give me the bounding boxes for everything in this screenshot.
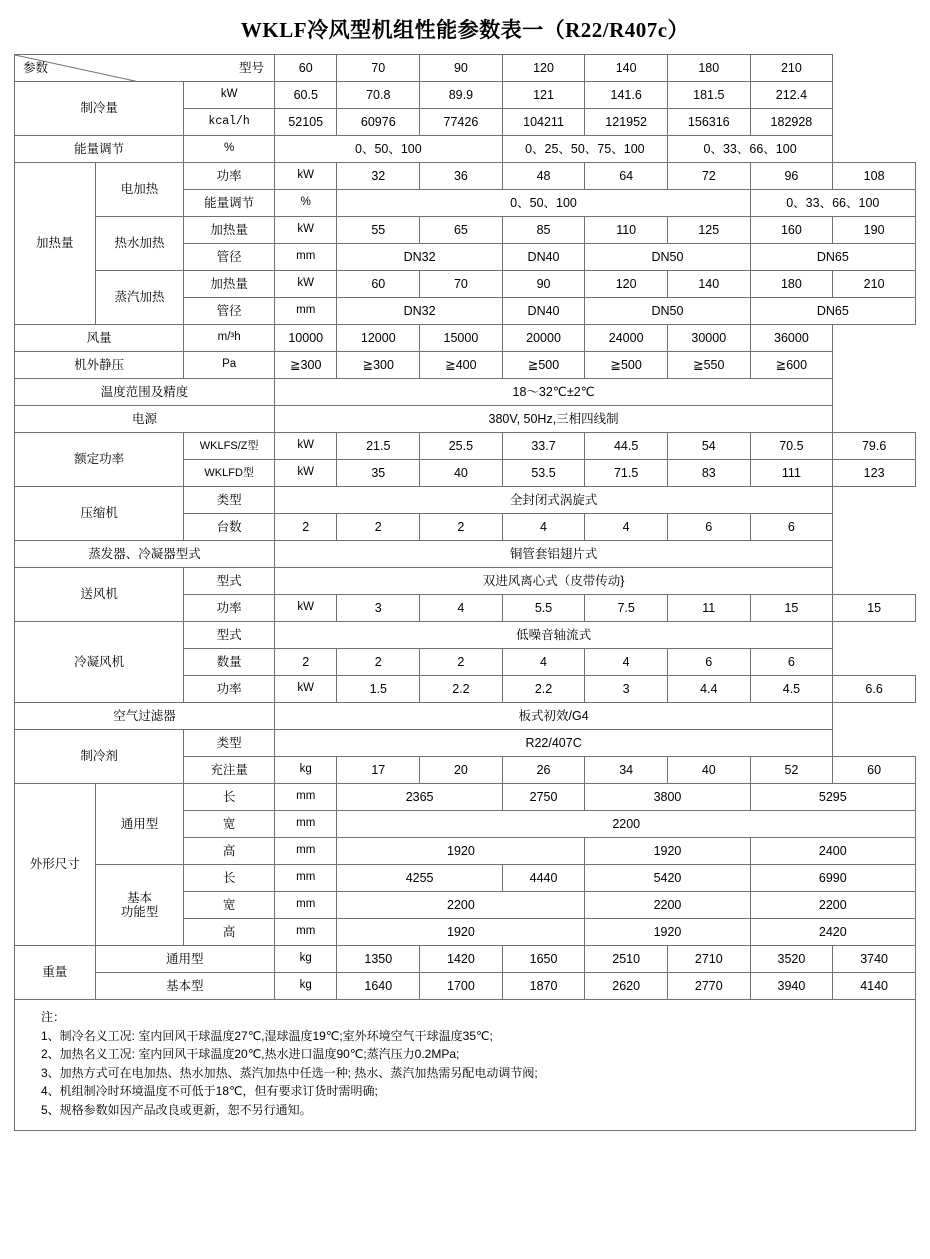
cell-rated-power-fd-210: 123: [833, 460, 916, 487]
cell-compressor-count-210: 6: [750, 514, 833, 541]
table-row: [15, 703, 916, 730]
cell-basic-length-g3: 5420: [585, 865, 750, 892]
cell-general-length-g4: 5295: [750, 784, 915, 811]
cell-refrigerant-charge-140: 40: [667, 757, 750, 784]
row-label-general-width: 宽: [184, 811, 275, 838]
cell-hotwater-pipe-dn65: DN65: [750, 244, 915, 271]
cell-cond-fan-power-60: 1.5: [337, 676, 420, 703]
cell-rated-power-fd-140: 83: [667, 460, 750, 487]
diagonal-line-icon: [15, 55, 274, 82]
row-label-hotwater-pipe: 管径: [184, 244, 275, 271]
table-row: [15, 406, 916, 433]
cell-hotwater-pipe-dn40: DN40: [502, 244, 585, 271]
row-label-rated-power-fs: WKLFS/Z型: [184, 433, 275, 460]
row-label-hotwater-heating: 热水加热: [95, 217, 184, 271]
cell-hotwater-heat-210: 190: [833, 217, 916, 244]
unit-static-pressure: Pa: [184, 352, 275, 379]
cell-rated-power-fd-120: 71.5: [585, 460, 668, 487]
cell-blower-power-140: 11: [667, 595, 750, 622]
unit-energy-adjust: %: [184, 136, 275, 163]
cell-compressor-count-180: 6: [667, 514, 750, 541]
cell-refrigerant-type-value: R22/407C: [275, 730, 833, 757]
page-title: WKLF冷风型机组性能参数表一（R22/R407c）: [240, 18, 690, 42]
note-item-4: 4、机组制冷时环境温度不可低于18℃，但有要求订货时需明确;: [41, 1084, 378, 1099]
cell-compressor-count-140: 4: [585, 514, 668, 541]
cell-static-pressure-120: ≧500: [502, 352, 585, 379]
unit-general-length: mm: [275, 784, 337, 811]
row-label-refrigerant: 制冷剂: [15, 730, 184, 784]
model-col-210: 210: [750, 55, 833, 82]
cell-rated-power-fs-180: 70.5: [750, 433, 833, 460]
table-row: [15, 946, 916, 973]
unit-general-height: mm: [275, 838, 337, 865]
cell-basic-width-g3: 2200: [750, 892, 915, 919]
cell-electric-power-60: 32: [337, 163, 420, 190]
cell-rated-power-fd-180: 111: [750, 460, 833, 487]
header-param-label: 参数: [23, 60, 49, 75]
cell-electric-power-90: 48: [502, 163, 585, 190]
cell-air-volume-70: 12000: [337, 325, 420, 352]
table-row: [15, 217, 916, 244]
cell-refrigerant-charge-180: 52: [750, 757, 833, 784]
row-label-rated-power: 额定功率: [15, 433, 184, 487]
cell-steam-heat-210: 210: [833, 271, 916, 298]
row-label-electric-heating: 电加热: [95, 163, 184, 217]
row-label-general-height: 高: [184, 838, 275, 865]
row-label-air-filter: 空气过滤器: [15, 703, 275, 730]
cell-electric-power-180: 96: [750, 163, 833, 190]
cell-cooling-kw-180: 181.5: [667, 82, 750, 109]
cell-electric-power-120: 64: [585, 163, 668, 190]
cell-air-volume-90: 15000: [420, 325, 503, 352]
unit-refrigerant-charge: kg: [275, 757, 337, 784]
cell-air-volume-180: 30000: [667, 325, 750, 352]
cell-cond-fan-count-120: 4: [502, 649, 585, 676]
row-label-cond-fan-power: 功率: [184, 676, 275, 703]
cell-steam-heat-70: 70: [420, 271, 503, 298]
row-label-refrigerant-charge: 充注量: [184, 757, 275, 784]
note-item-3: 3、加热方式可在电加热、热水加热、蒸汽加热中任选一种; 热水、蒸汽加热需另配电动调节阀;: [41, 1065, 538, 1080]
cell-cond-fan-type-value: 低噪音轴流式: [275, 622, 833, 649]
cell-basic-height-g1: 1920: [337, 919, 585, 946]
row-label-electric-power: 功率: [184, 163, 275, 190]
cell-general-height-g3: 2400: [750, 838, 915, 865]
row-label-blower-type: 型式: [184, 568, 275, 595]
table-row: [15, 730, 916, 757]
cell-cond-fan-count-90: 2: [420, 649, 503, 676]
cell-electric-energy-adjust-group1: 0、50、100: [337, 190, 750, 217]
row-label-rated-power-fd: WKLFD型: [184, 460, 275, 487]
row-label-heating: 加热量: [15, 163, 96, 325]
cell-rated-power-fs-70: 25.5: [420, 433, 503, 460]
cell-hotwater-heat-60: 55: [337, 217, 420, 244]
cell-electric-power-70: 36: [420, 163, 503, 190]
row-label-cooling-capacity: 制冷量: [15, 82, 184, 136]
row-label-blower-power: 功率: [184, 595, 275, 622]
notes-heading: 注：: [41, 1010, 66, 1024]
cell-general-width-value: 2200: [337, 811, 916, 838]
row-label-energy-adjust: 能量调节: [15, 136, 184, 163]
table-row: [15, 379, 916, 406]
cell-cooling-kw-60: 60.5: [275, 82, 337, 109]
row-label-basic-height: 高: [184, 919, 275, 946]
row-label-compressor: 压缩机: [15, 487, 184, 541]
unit-cooling-kcal: kcal/h: [184, 109, 275, 136]
row-label-static-pressure: 机外静压: [15, 352, 184, 379]
cell-weight-basic-120: 2620: [585, 973, 668, 1000]
unit-air-volume: m/³h: [184, 325, 275, 352]
unit-steam-heat: kW: [275, 271, 337, 298]
cell-power-supply-value: 380V, 50Hz,三相四线制: [275, 406, 833, 433]
cell-cooling-kw-70: 70.8: [337, 82, 420, 109]
note-item-2: 2、加热名义工况: 室内回风干球温度20℃,热水进口温度90℃;蒸汽压力0.2MPa;: [41, 1047, 460, 1062]
cell-air-volume-120: 20000: [502, 325, 585, 352]
cell-basic-height-g2: 1920: [585, 919, 750, 946]
unit-rated-power-fd: kW: [275, 460, 337, 487]
cell-rated-power-fd-60: 35: [337, 460, 420, 487]
cell-compressor-count-120: 4: [502, 514, 585, 541]
cell-hotwater-heat-140: 125: [667, 217, 750, 244]
row-label-blower: 送风机: [15, 568, 184, 622]
table-row: [15, 271, 916, 298]
cell-cooling-kcal-90: 77426: [420, 109, 503, 136]
table-row: [15, 487, 916, 514]
cell-rated-power-fs-60: 21.5: [337, 433, 420, 460]
unit-rated-power-fs: kW: [275, 433, 337, 460]
model-col-60: 60: [275, 55, 337, 82]
table-row: [15, 865, 916, 892]
unit-cooling-kw: kW: [184, 82, 275, 109]
cell-refrigerant-charge-90: 26: [502, 757, 585, 784]
cell-energy-adjust-group2: 0、25、50、75、100: [502, 136, 667, 163]
notes-section: [14, 1000, 916, 1131]
cell-air-volume-60: 10000: [275, 325, 337, 352]
unit-blower-power: kW: [275, 595, 337, 622]
cell-weight-general-210: 3740: [833, 946, 916, 973]
cell-cooling-kw-120: 121: [502, 82, 585, 109]
row-label-power-supply: 电源: [15, 406, 275, 433]
row-label-compressor-count: 台数: [184, 514, 275, 541]
basic-label-line1: 基本: [126, 890, 152, 905]
cell-energy-adjust-group1: 0、50、100: [275, 136, 503, 163]
cell-rated-power-fd-70: 40: [420, 460, 503, 487]
cell-static-pressure-90: ≧400: [420, 352, 503, 379]
cell-weight-general-140: 2710: [667, 946, 750, 973]
cell-general-length-g3: 3800: [585, 784, 750, 811]
cell-cond-fan-count-210: 6: [750, 649, 833, 676]
unit-hotwater-heat: kW: [275, 217, 337, 244]
cell-hotwater-pipe-dn32: DN32: [337, 244, 502, 271]
cell-blower-type-value: 双进风离心式（皮带传动}: [275, 568, 833, 595]
cell-static-pressure-210: ≧600: [750, 352, 833, 379]
row-label-hotwater-heat: 加热量: [184, 217, 275, 244]
cell-cond-fan-power-90: 2.2: [502, 676, 585, 703]
table-row: [15, 568, 916, 595]
cell-hotwater-pipe-dn50: DN50: [585, 244, 750, 271]
cell-cond-fan-count-60: 2: [275, 649, 337, 676]
cell-cooling-kw-90: 89.9: [420, 82, 503, 109]
table-row: [15, 622, 916, 649]
cell-general-length-g1: 2365: [337, 784, 502, 811]
cell-air-volume-140: 24000: [585, 325, 668, 352]
table-row: [15, 973, 916, 1000]
row-label-dimensions-general: 通用型: [95, 784, 184, 865]
cell-blower-power-180: 15: [750, 595, 833, 622]
cell-cooling-kcal-140: 121952: [585, 109, 668, 136]
row-label-cond-fan-type: 型式: [184, 622, 275, 649]
cell-steam-heat-120: 120: [585, 271, 668, 298]
row-label-compressor-type: 类型: [184, 487, 275, 514]
unit-basic-length: mm: [275, 865, 337, 892]
cell-compressor-count-90: 2: [420, 514, 503, 541]
cell-cond-fan-count-70: 2: [337, 649, 420, 676]
cell-electric-power-210: 108: [833, 163, 916, 190]
row-label-refrigerant-type: 类型: [184, 730, 275, 757]
cell-rated-power-fs-140: 54: [667, 433, 750, 460]
row-label-basic-width: 宽: [184, 892, 275, 919]
table-row: [15, 325, 916, 352]
cell-compressor-count-70: 2: [337, 514, 420, 541]
cell-refrigerant-charge-120: 34: [585, 757, 668, 784]
cell-weight-general-90: 1650: [502, 946, 585, 973]
row-label-temp-range: 温度范围及精度: [15, 379, 275, 406]
specification-table: [14, 54, 916, 1000]
cell-weight-general-180: 3520: [750, 946, 833, 973]
cell-steam-pipe-dn32: DN32: [337, 298, 502, 325]
cell-electric-energy-adjust-group2: 0、33、66、100: [750, 190, 915, 217]
cell-weight-general-60: 1350: [337, 946, 420, 973]
unit-steam-pipe: mm: [275, 298, 337, 325]
cell-cooling-kw-140: 141.6: [585, 82, 668, 109]
model-col-180: 180: [667, 55, 750, 82]
cell-steam-pipe-dn40: DN40: [502, 298, 585, 325]
unit-general-width: mm: [275, 811, 337, 838]
cell-cond-fan-count-140: 4: [585, 649, 668, 676]
row-label-electric-energy-adjust: 能量调节: [184, 190, 275, 217]
row-label-dimensions: 外形尺寸: [15, 784, 96, 946]
cell-steam-pipe-dn65: DN65: [750, 298, 915, 325]
row-label-air-volume: 风量: [15, 325, 184, 352]
note-item-1: 1、制冷名义工况: 室内回风干球温度27℃,湿球温度19℃;室外环境空气干球温度35℃;: [41, 1028, 493, 1043]
cell-static-pressure-60: ≧300: [275, 352, 337, 379]
cell-basic-length-g1: 4255: [337, 865, 502, 892]
unit-weight-general: kg: [275, 946, 337, 973]
table-header-row: [15, 55, 916, 82]
cell-weight-basic-60: 1640: [337, 973, 420, 1000]
row-label-cond-fan: 冷凝风机: [15, 622, 184, 703]
cell-refrigerant-charge-210: 60: [833, 757, 916, 784]
table-row: [15, 433, 916, 460]
table-row: [15, 82, 916, 109]
cell-refrigerant-charge-70: 20: [420, 757, 503, 784]
cell-steam-heat-60: 60: [337, 271, 420, 298]
cell-basic-length-g2: 4440: [502, 865, 585, 892]
row-label-weight-basic: 基本型: [95, 973, 274, 1000]
unit-hotwater-pipe: mm: [275, 244, 337, 271]
model-col-90: 90: [420, 55, 503, 82]
cell-rated-power-fs-210: 79.6: [833, 433, 916, 460]
cell-basic-width-g2: 2200: [585, 892, 750, 919]
row-label-steam-heat: 加热量: [184, 271, 275, 298]
cell-cond-fan-power-120: 3: [585, 676, 668, 703]
cell-hotwater-heat-90: 85: [502, 217, 585, 244]
unit-cond-fan-power: kW: [275, 676, 337, 703]
cell-cooling-kw-210: 212.4: [750, 82, 833, 109]
cell-air-filter-value: 板式初效/G4: [275, 703, 833, 730]
cell-compressor-count-60: 2: [275, 514, 337, 541]
header-corner-cell: [15, 55, 275, 82]
cell-weight-general-120: 2510: [585, 946, 668, 973]
cell-basic-height-g3: 2420: [750, 919, 915, 946]
cell-steam-heat-140: 140: [667, 271, 750, 298]
cell-cond-fan-power-140: 4.4: [667, 676, 750, 703]
row-label-general-length: 长: [184, 784, 275, 811]
row-label-evaporator: 蒸发器、冷凝器型式: [15, 541, 275, 568]
cell-cooling-kcal-210: 182928: [750, 109, 833, 136]
unit-electric-energy-adjust: %: [275, 190, 337, 217]
cell-steam-heat-90: 90: [502, 271, 585, 298]
unit-weight-basic: kg: [275, 973, 337, 1000]
cell-air-volume-210: 36000: [750, 325, 833, 352]
cell-cond-fan-power-70: 2.2: [420, 676, 503, 703]
unit-basic-width: mm: [275, 892, 337, 919]
row-label-steam-pipe: 管径: [184, 298, 275, 325]
unit-electric-power: kW: [275, 163, 337, 190]
cell-rated-power-fs-90: 33.7: [502, 433, 585, 460]
cell-cooling-kcal-120: 104211: [502, 109, 585, 136]
cell-weight-basic-180: 3940: [750, 973, 833, 1000]
cell-hotwater-heat-120: 110: [585, 217, 668, 244]
row-label-steam-heating: 蒸汽加热: [95, 271, 184, 325]
cell-evaporator-value: 铜管套铝翅片式: [275, 541, 833, 568]
table-row: [15, 541, 916, 568]
cell-blower-power-60: 3: [337, 595, 420, 622]
cell-cooling-kcal-70: 60976: [337, 109, 420, 136]
row-label-dimensions-basic: [95, 865, 184, 946]
cell-static-pressure-70: ≧300: [337, 352, 420, 379]
cell-refrigerant-charge-60: 17: [337, 757, 420, 784]
cell-electric-power-140: 72: [667, 163, 750, 190]
cell-steam-pipe-dn50: DN50: [585, 298, 750, 325]
cell-blower-power-120: 7.5: [585, 595, 668, 622]
cell-compressor-type-value: 全封闭式涡旋式: [275, 487, 833, 514]
cell-basic-length-g4: 6990: [750, 865, 915, 892]
cell-static-pressure-180: ≧550: [667, 352, 750, 379]
cell-cond-fan-power-180: 4.5: [750, 676, 833, 703]
cell-cooling-kcal-180: 156316: [667, 109, 750, 136]
cell-basic-width-g1: 2200: [337, 892, 585, 919]
cell-static-pressure-140: ≧500: [585, 352, 668, 379]
row-label-weight: 重量: [15, 946, 96, 1000]
cell-rated-power-fs-120: 44.5: [585, 433, 668, 460]
cell-weight-general-70: 1420: [420, 946, 503, 973]
table-row: [15, 784, 916, 811]
model-col-140: 140: [585, 55, 668, 82]
table-row: [15, 163, 916, 190]
cell-weight-basic-70: 1700: [420, 973, 503, 1000]
row-label-cond-fan-count: 数量: [184, 649, 275, 676]
cell-cooling-kcal-60: 52105: [275, 109, 337, 136]
cell-hotwater-heat-180: 160: [750, 217, 833, 244]
row-label-basic-length: 长: [184, 865, 275, 892]
cell-energy-adjust-group3: 0、33、66、100: [667, 136, 832, 163]
cell-steam-heat-180: 180: [750, 271, 833, 298]
basic-label-line2: 功能型: [120, 905, 159, 919]
table-row: [15, 352, 916, 379]
model-col-120: 120: [502, 55, 585, 82]
cell-cond-fan-count-180: 6: [667, 649, 750, 676]
cell-general-length-g2: 2750: [502, 784, 585, 811]
cell-blower-power-90: 5.5: [502, 595, 585, 622]
cell-rated-power-fd-90: 53.5: [502, 460, 585, 487]
model-col-70: 70: [337, 55, 420, 82]
cell-weight-basic-140: 2770: [667, 973, 750, 1000]
unit-basic-height: mm: [275, 919, 337, 946]
cell-general-height-g2: 1920: [585, 838, 750, 865]
cell-cond-fan-power-210: 6.6: [833, 676, 916, 703]
table-row: [15, 136, 916, 163]
cell-blower-power-70: 4: [420, 595, 503, 622]
row-label-weight-general: 通用型: [95, 946, 274, 973]
cell-blower-power-210: 15: [833, 595, 916, 622]
cell-general-height-g1: 1920: [337, 838, 585, 865]
note-item-5: 5、规格参数如因产品改良或更新，恕不另行通知。: [41, 1102, 312, 1117]
cell-weight-basic-210: 4140: [833, 973, 916, 1000]
header-model-label: 型号: [238, 61, 264, 75]
cell-temp-range-value: 18～32℃±2℃: [275, 379, 833, 406]
cell-hotwater-heat-70: 65: [420, 217, 503, 244]
cell-weight-basic-90: 1870: [502, 973, 585, 1000]
